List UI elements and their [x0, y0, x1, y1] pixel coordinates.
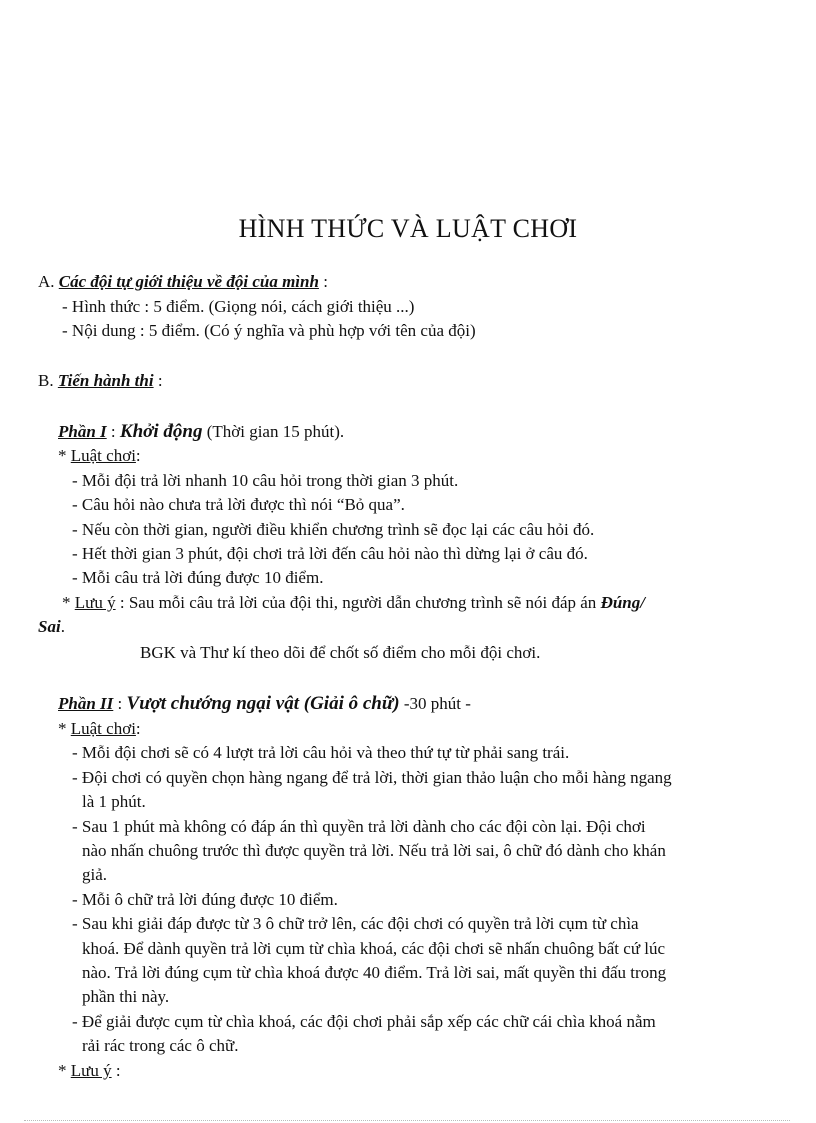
part2-rules-label: Luật chơi: [70, 719, 136, 738]
section-a-title: Các đội tự giới thiệu về đội của mình: [58, 272, 319, 291]
part1-rules-label: Luật chơi: [70, 446, 136, 465]
part2-rule-cont: rải rác trong các ô chữ.: [82, 1036, 239, 1055]
section-b-colon: :: [153, 371, 163, 390]
part2-label: Phần II: [58, 694, 114, 713]
part1-rule: - Mỗi câu trả lời đúng được 10 điểm.: [72, 568, 324, 587]
rules-colon: :: [135, 719, 141, 738]
part2-time: -30 phút -: [399, 694, 471, 713]
part1-rule: - Nếu còn thời gian, người điều khiển chương trình sẽ đọc lại các câu hỏi đó.: [72, 520, 595, 539]
part2-rule: - Đội chơi có quyền chọn hàng ngang để trả lời, thời gian thảo luận cho mỗi hàng ngang: [72, 768, 672, 787]
part2-rule-cont: nào. Trả lời đúng cụm từ chìa khoá được 40 điểm. Trả lời sai, mất quyền thi đấu trong: [82, 963, 667, 982]
section-a-item: - Hình thức : 5 điểm. (Giọng nói, cách giới thiệu ...): [62, 297, 415, 316]
part1-sep: :: [106, 422, 120, 441]
section-a-colon: :: [318, 272, 328, 291]
section-b-heading: [38, 369, 163, 393]
part1-note-cont: [38, 615, 65, 639]
note-end: .: [60, 617, 65, 636]
bullet-star: *: [58, 1061, 71, 1080]
part2-rule: - Mỗi đội chơi sẽ có 4 lượt trả lời câu hỏi và theo thứ tự từ phải sang trái.: [72, 743, 570, 762]
part1-note-answer-2: Sai: [38, 617, 61, 636]
part1-rule: - Hết thời gian 3 phút, đội chơi trả lời đến câu hỏi nào thì dừng lại ở câu đó.: [72, 544, 588, 563]
part2-rules-heading: [58, 717, 141, 741]
rules-colon: :: [135, 446, 141, 465]
part1-name: Khởi động: [119, 421, 203, 442]
note-colon: :: [111, 1061, 121, 1080]
part1-note-extra: BGK và Thư kí theo dõi để chốt số điểm cho mỗi đội chơi.: [140, 643, 541, 662]
part2-note-label: Lưu ý: [70, 1061, 112, 1080]
part2-name: Vượt chướng ngại vật (Giải ô chữ): [126, 693, 400, 714]
section-a-letter: A.: [38, 272, 59, 291]
part1-rule: - Mỗi đội trả lời nhanh 10 câu hỏi trong thời gian 3 phút.: [72, 471, 459, 490]
part2-rule-cont: giả.: [82, 865, 108, 884]
part2-rule: - Mỗi ô chữ trả lời đúng được 10 điểm.: [72, 890, 338, 909]
part2-heading: [58, 692, 471, 716]
part2-note: [58, 1059, 121, 1083]
part2-rule-cont: là 1 phút.: [82, 792, 146, 811]
part1-label: Phần I: [58, 422, 107, 441]
page-bottom-divider: [24, 1120, 790, 1121]
section-b-title: Tiến hành thi: [57, 371, 154, 390]
part1-note-label: Lưu ý: [74, 593, 116, 612]
part1-rules-heading: [58, 444, 141, 468]
part2-sep: :: [113, 694, 127, 713]
part1-note: [62, 591, 645, 615]
part2-rule: - Để giải được cụm từ chìa khoá, các đội chơi phải sắp xếp các chữ cái chìa khoá nằm: [72, 1012, 656, 1031]
part1-rule: - Câu hỏi nào chưa trả lời được thì nói “Bỏ qua”.: [72, 495, 405, 514]
part2-rule: - Sau 1 phút mà không có đáp án thì quyền trả lời dành cho các đội còn lại. Đội chơi: [72, 817, 646, 836]
part2-rule-cont: nào nhấn chuông trước thì được quyền trả lời. Nếu trả lời sai, ô chữ đó dành cho khán: [82, 841, 666, 860]
page-title: HÌNH THỨC VÀ LUẬT CHƠI: [238, 214, 578, 243]
part1-note-answer: Đúng/: [600, 593, 645, 612]
part2-rule-cont: khoá. Để dành quyền trả lời cụm từ chìa khoá, các đội chơi sẽ nhấn chuông bất cứ lúc: [82, 939, 666, 958]
part2-rule-cont: phần thi này.: [82, 987, 170, 1006]
part1-note-text: : Sau mỗi câu trả lời của đội thi, người dẫn chương trình sẽ nói đáp án: [115, 593, 601, 612]
part1-time: (Thời gian 15 phút).: [202, 422, 345, 441]
part2-rule: - Sau khi giải đáp được từ 3 ô chữ trở lên, các đội chơi có quyền trả lời cụm từ chìa: [72, 914, 639, 933]
section-a-item: - Nội dung : 5 điểm. (Có ý nghĩa và phù hợp với tên của đội): [62, 321, 476, 340]
section-b-letter: B.: [38, 371, 58, 390]
bullet-star: *: [58, 719, 71, 738]
part1-heading: [58, 420, 344, 444]
bullet-star: *: [62, 593, 75, 612]
bullet-star: *: [58, 446, 71, 465]
section-a-heading: [38, 270, 328, 294]
